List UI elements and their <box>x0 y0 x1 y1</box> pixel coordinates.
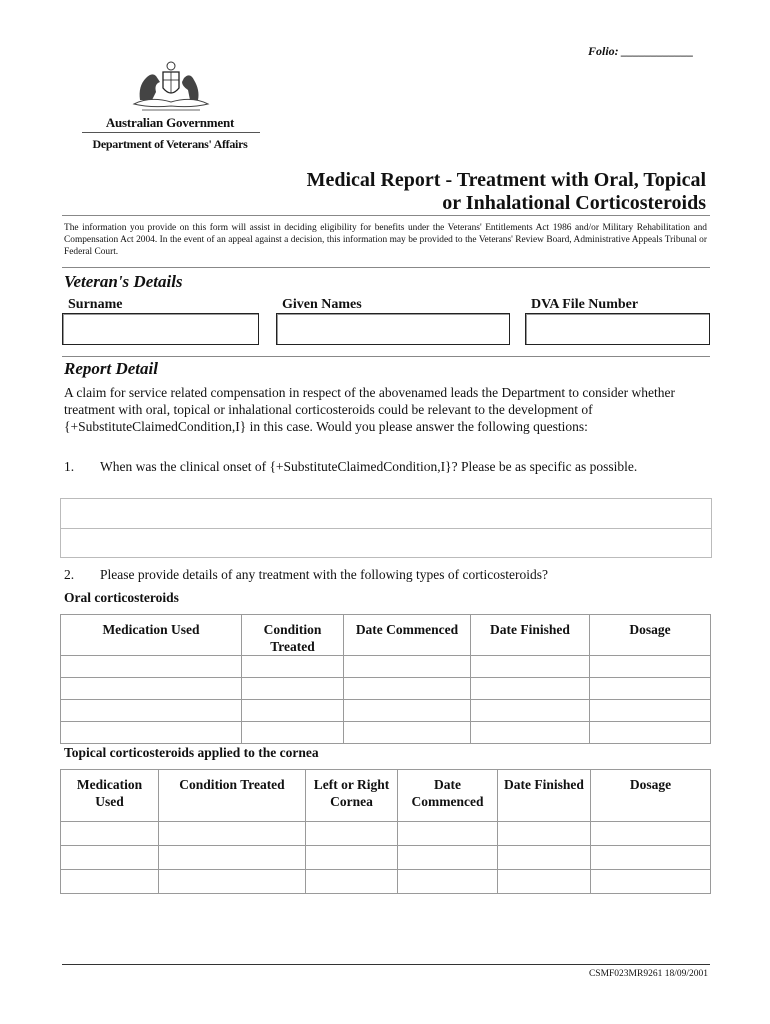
table-cell[interactable] <box>306 870 398 894</box>
footer-divider <box>62 964 710 965</box>
table-cell[interactable] <box>590 700 711 722</box>
table-cell[interactable] <box>344 722 471 744</box>
department-name: Department of Veterans' Affairs <box>92 137 248 151</box>
topical-header-date-commenced: Date Commenced <box>398 770 498 822</box>
table-cell[interactable] <box>306 822 398 846</box>
table-cell[interactable] <box>398 846 498 870</box>
table-cell[interactable] <box>61 822 159 846</box>
topical-header-row <box>61 770 711 822</box>
surname-label: Surname <box>68 297 123 312</box>
table-row <box>61 822 711 846</box>
table-cell[interactable] <box>398 822 498 846</box>
org-divider <box>82 132 260 133</box>
table-cell[interactable] <box>344 700 471 722</box>
table-cell[interactable] <box>398 870 498 894</box>
table-cell[interactable] <box>306 846 398 870</box>
surname-input[interactable] <box>62 313 259 345</box>
topical-header-date-finished: Date Finished <box>498 770 591 822</box>
table-cell[interactable] <box>471 656 590 678</box>
oral-header-row <box>61 615 711 656</box>
topical-header-cornea: Left or Right Cornea <box>306 770 398 822</box>
table-cell[interactable] <box>61 722 242 744</box>
table-cell[interactable] <box>471 700 590 722</box>
given-names-label: Given Names <box>282 297 362 312</box>
coat-of-arms-icon <box>130 60 212 114</box>
question-1-number: 1. <box>64 459 75 474</box>
form-code: CSMF023MR9261 18/09/2001 <box>588 969 708 979</box>
question-2-text: Please provide details of any treatment with the following types of corticosteroids? <box>100 567 549 582</box>
table-cell[interactable] <box>498 846 591 870</box>
table-cell[interactable] <box>61 846 159 870</box>
intro-divider <box>62 267 710 268</box>
file-number-label: DVA File Number <box>531 297 639 312</box>
table-cell[interactable] <box>471 678 590 700</box>
folio-label: Folio: ____________ <box>588 44 694 58</box>
table-row <box>61 722 711 744</box>
oral-header-medication: Medication Used <box>61 615 242 656</box>
table-cell[interactable] <box>590 656 711 678</box>
topical-header-medication: Medication Used <box>61 770 159 822</box>
report-paragraph: A claim for service related compensation in respect of the abovenamed leads the Department to consider whether treatment with oral, topical or inhalational corticosteroids could be relevant to the development of {+SubstituteClaimedCondition,I} in this case. Would you please answer the following questions: <box>64 385 676 434</box>
form-title <box>240 169 706 215</box>
form-title-line-1: Medical Report - Treatment with Oral, Topical <box>306 169 706 191</box>
table-cell[interactable] <box>159 822 306 846</box>
table-row <box>61 700 711 722</box>
topical-header-condition: Condition Treated <box>159 770 306 822</box>
table-cell[interactable] <box>344 656 471 678</box>
details-divider <box>62 356 710 357</box>
title-divider <box>62 215 710 216</box>
table-cell[interactable] <box>61 700 242 722</box>
topical-table <box>60 769 711 894</box>
oral-header-date-commenced: Date Commenced <box>344 615 471 656</box>
table-cell[interactable] <box>159 870 306 894</box>
given-names-input[interactable] <box>276 313 510 345</box>
table-cell[interactable] <box>591 870 711 894</box>
oral-header-dosage: Dosage <box>590 615 711 656</box>
table-cell[interactable] <box>498 870 591 894</box>
org-name: Australian Government <box>105 115 235 130</box>
table-cell[interactable] <box>242 700 344 722</box>
table-cell[interactable] <box>591 846 711 870</box>
oral-heading: Oral corticosteroids <box>64 590 179 605</box>
table-row <box>61 870 711 894</box>
question-1-answer-field[interactable] <box>60 498 712 558</box>
table-cell[interactable] <box>471 722 590 744</box>
form-title-line-2: or Inhalational Corticosteroids <box>442 192 706 214</box>
file-number-input[interactable] <box>525 313 710 345</box>
oral-table <box>60 614 711 744</box>
report-detail-heading: Report Detail <box>64 359 158 378</box>
answer-field-divider <box>61 528 711 529</box>
table-cell[interactable] <box>591 822 711 846</box>
table-cell[interactable] <box>344 678 471 700</box>
table-cell[interactable] <box>242 678 344 700</box>
topical-heading: Topical corticosteroids applied to the cornea <box>64 745 319 760</box>
table-cell[interactable] <box>159 846 306 870</box>
table-row <box>61 656 711 678</box>
intro-text: The information you provide on this form will assist in deciding eligibility for benefits under the Veterans' Entitlements Act 1986 and/or Military Rehabilitation and Compensation Act 2004. In the event of an appeal against a decision, this information may be provided to the Veterans' Review Board, Administrative Appeals Tribunal or Federal Court. <box>64 223 707 257</box>
oral-header-condition: Condition Treated <box>242 615 344 656</box>
table-cell[interactable] <box>242 656 344 678</box>
question-2-number: 2. <box>64 567 75 582</box>
table-cell[interactable] <box>590 678 711 700</box>
table-cell[interactable] <box>61 678 242 700</box>
veteran-details-heading: Veteran's Details <box>64 272 183 291</box>
topical-header-dosage: Dosage <box>591 770 711 822</box>
table-cell[interactable] <box>61 656 242 678</box>
question-1-text: When was the clinical onset of {+SubstituteClaimedCondition,I}? Please be as specific as possible. <box>100 459 638 474</box>
table-row <box>61 846 711 870</box>
oral-header-date-finished: Date Finished <box>471 615 590 656</box>
table-row <box>61 678 711 700</box>
table-cell[interactable] <box>61 870 159 894</box>
table-cell[interactable] <box>498 822 591 846</box>
table-cell[interactable] <box>590 722 711 744</box>
table-cell[interactable] <box>242 722 344 744</box>
